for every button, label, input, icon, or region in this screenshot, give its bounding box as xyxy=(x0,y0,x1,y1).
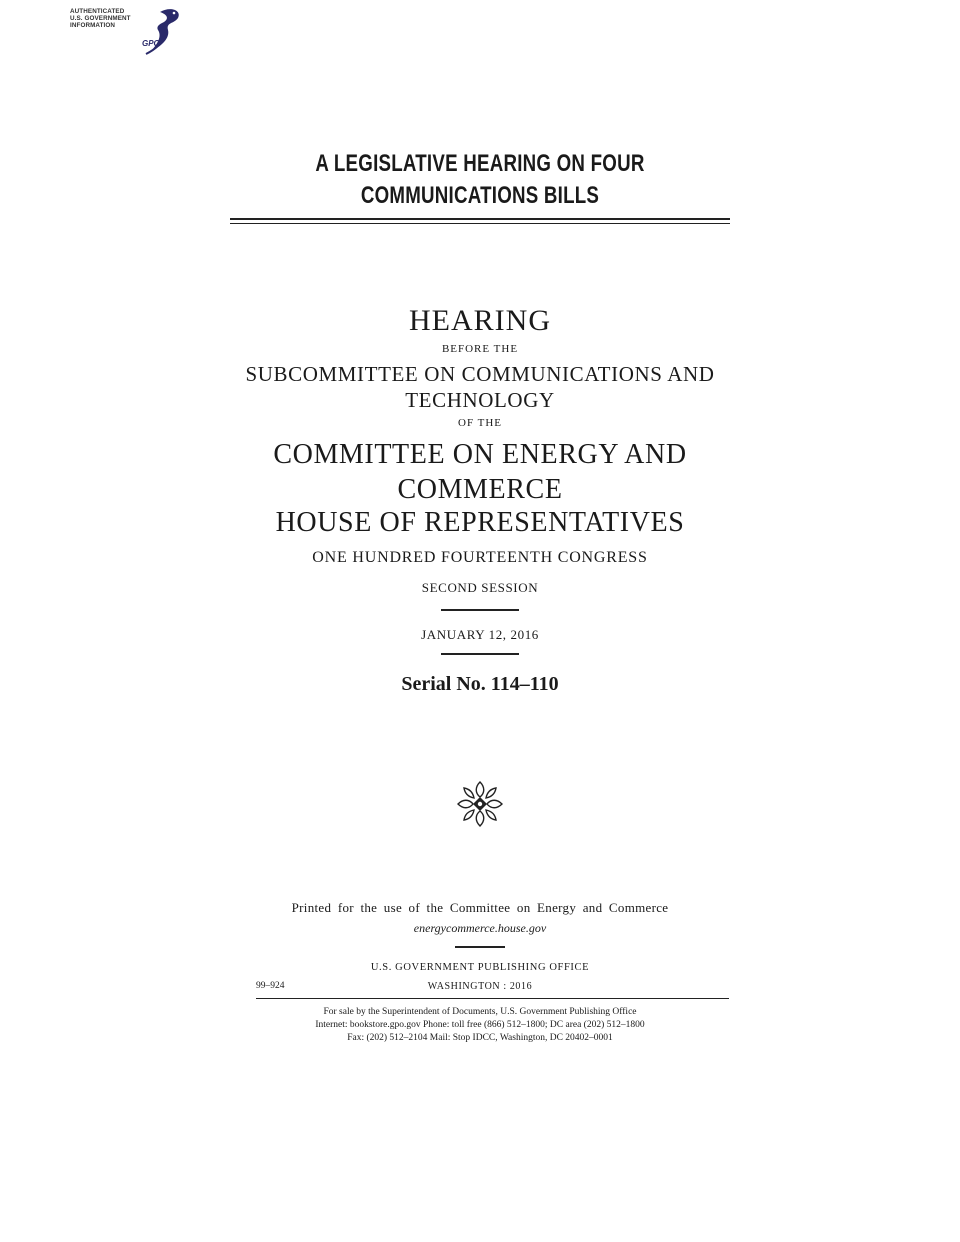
committee-line-2: COMMERCE xyxy=(397,474,563,505)
title-rule-thin xyxy=(230,223,730,224)
subcommittee-line-1: SUBCOMMITTEE ON COMMUNICATIONS AND xyxy=(245,362,715,386)
session-label: SECOND SESSION xyxy=(421,580,539,595)
hearing-date: JANUARY 12, 2016 xyxy=(421,627,539,642)
house-name: HOUSE OF REPRESENTATIVES xyxy=(275,507,685,538)
of-the-label: OF THE xyxy=(458,417,502,429)
place-year: WASHINGTON : 2016 xyxy=(427,981,533,992)
seal-line-3: INFORMATION xyxy=(70,22,116,29)
printed-for-line: Printed for the use of the Committee on Energy and Commerce xyxy=(291,900,669,915)
seal-line-2: U.S. GOVERNMENT xyxy=(70,15,131,22)
subcommittee-line-2: TECHNOLOGY xyxy=(405,388,555,412)
title-rule-thick xyxy=(230,218,730,220)
serial-number: Serial No. 114–110 xyxy=(401,673,559,695)
gpo-authentication-seal xyxy=(62,4,182,60)
congress-label: ONE HUNDRED FOURTEENTH CONGRESS xyxy=(312,549,648,566)
title-line-2: COMMUNICATIONS BILLS xyxy=(360,182,600,209)
sale-info-line-2: Internet: bookstore.gpo.gov Phone: toll free (866) 512–1800; DC area (202) 512–1800 xyxy=(315,1020,645,1030)
document-title xyxy=(106,148,855,212)
publishing-office: U.S. GOVERNMENT PUBLISHING OFFICE xyxy=(370,962,590,973)
date-rule-bottom xyxy=(441,653,519,655)
jacket-number: 99–924 xyxy=(256,981,285,991)
sale-info-line-3: Fax: (202) 512–2104 Mail: Stop IDCC, Washington, DC 20402–0001 xyxy=(347,1033,613,1043)
date-rule-top xyxy=(441,609,519,611)
seal-gpo-mark: GPO xyxy=(142,39,160,48)
committee-name xyxy=(0,437,960,507)
before-the-label: BEFORE THE xyxy=(441,343,519,355)
committee-line-1: COMMITTEE ON ENERGY AND xyxy=(273,439,687,470)
committee-website: energycommerce.house.gov xyxy=(413,921,547,935)
sale-info-line-1: For sale by the Superintendent of Documents, U.S. Government Publishing Office xyxy=(323,1007,637,1017)
floral-ornament-icon xyxy=(454,778,506,830)
subcommittee-name xyxy=(0,361,960,413)
title-line-1: A LEGISLATIVE HEARING ON FOUR xyxy=(315,150,645,177)
seal-line-1: AUTHENTICATED xyxy=(70,8,125,15)
footer-rule-short xyxy=(455,946,505,948)
footer-rule-long xyxy=(256,998,729,999)
hearing-heading: HEARING xyxy=(409,304,551,337)
